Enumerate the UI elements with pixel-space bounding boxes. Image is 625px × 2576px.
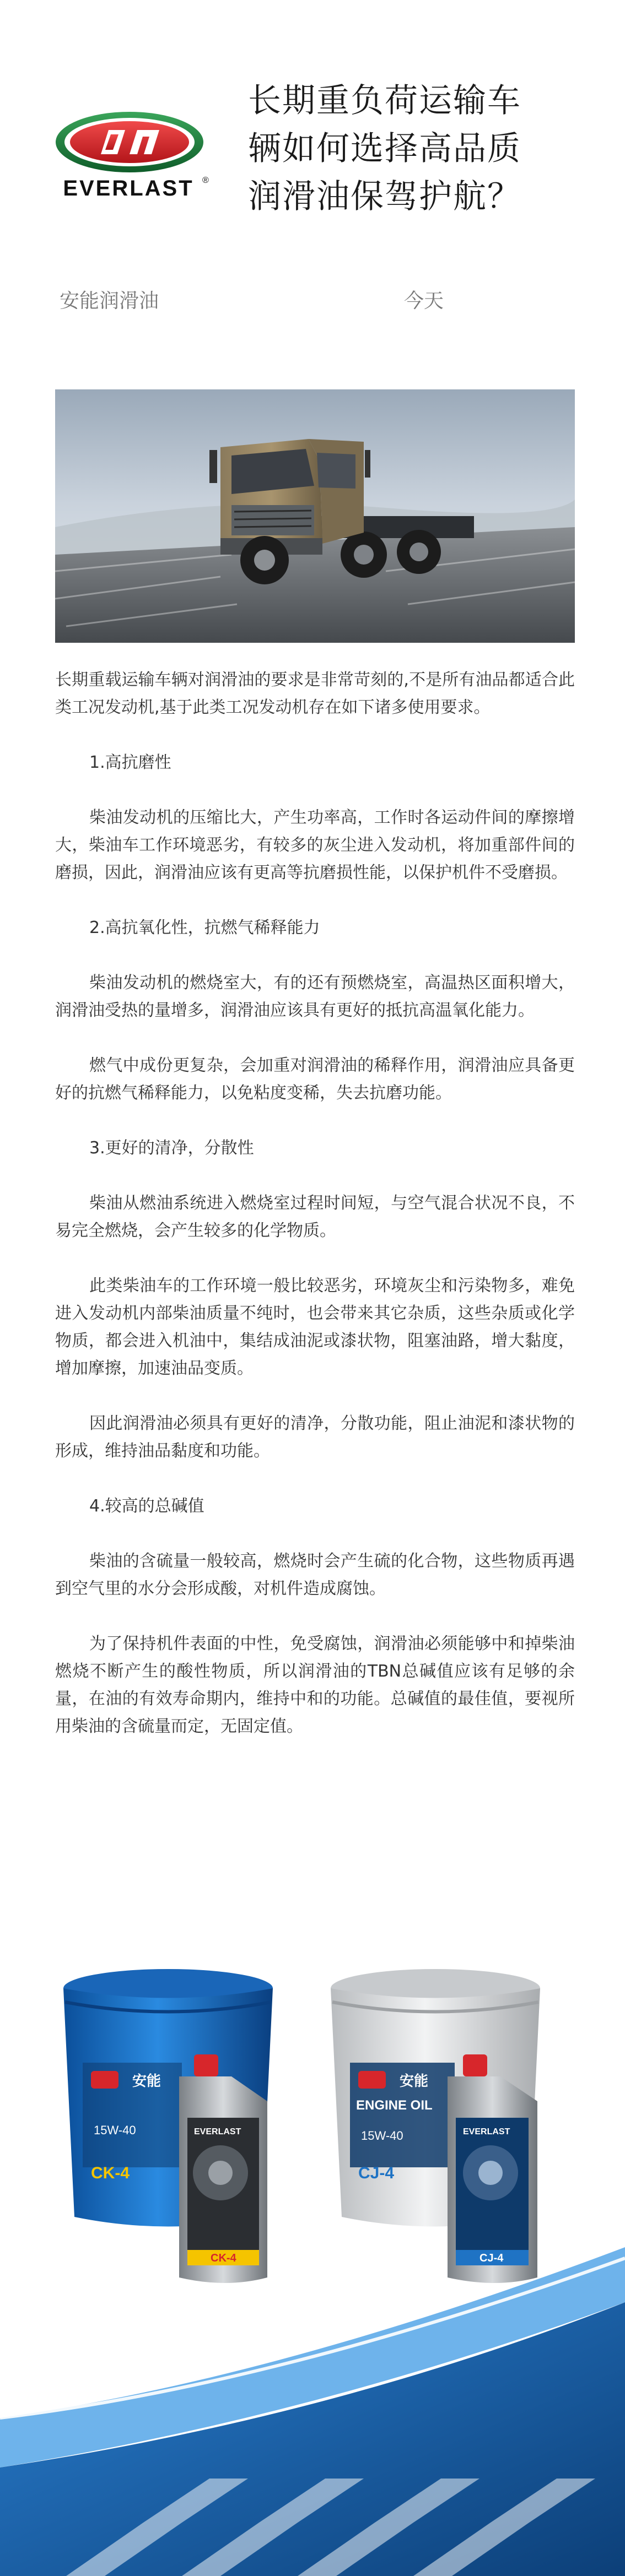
- article-body: [55, 666, 575, 1740]
- truck-hero-image: [55, 389, 575, 643]
- right-pail-viscosity: 15W-40: [361, 2129, 403, 2143]
- section-1-paragraph-1: 柴油发动机的压缩比大，产生功率高，工作时各运动件间的摩擦增大，柴油车工作环境恶劣，有较多的灰尘进入发动机，将加重部件间的磨损，因此，润滑油应该有更高等抗磨损性能，以保护机件不受磨损。: [55, 808, 575, 882]
- section-3-heading: 3.更好的清净，分散性: [89, 1138, 254, 1158]
- brand-name: EVERLAST: [63, 176, 194, 200]
- section-3-paragraph-2: 此类柴油车的工作环境一般比较恶劣，环境灰尘和污染物多，难免进入发动机内部柴油质量不纯时，也会带来其它杂质，这些杂质或化学物质，都会进入机油中，集结成油泥或漆状物，阻塞油路，增大黏度，增加摩擦，加速油品变质。: [55, 1276, 575, 1378]
- everlast-logo: [52, 110, 212, 207]
- section-3-paragraph-3: 因此润滑油必须具有更好的清净，分散功能，阻止油泥和漆状物的形成，维持油品黏度和功能。: [55, 1414, 575, 1461]
- right-bottle-grade: CJ-4: [479, 2252, 504, 2264]
- section-3-paragraph-1: 柴油从燃油系统进入燃烧室过程时间短，与空气混合状况不良，不易完全燃烧，会产生较多的化学物质。: [55, 1194, 575, 1240]
- left-pail-grade: CK-4: [91, 2164, 130, 2182]
- intro-paragraph: 长期重载运输车辆对润滑油的要求是非常苛刻的,不是所有油品都适合此类工况发动机,基于此类工况发动机存在如下诸多使用要求。: [55, 670, 575, 717]
- left-pail-brand: 安能: [132, 2073, 161, 2090]
- registered-mark: ®: [202, 176, 209, 185]
- right-pail-grade: CJ-4: [358, 2164, 395, 2182]
- title-line-2: 辆如何选择高品质: [248, 129, 521, 168]
- section-2-paragraph-1: 柴油发动机的燃烧室大，有的还有预燃烧室，高温热区面积增大，润滑油受热的量增多，润滑油应该具有更好的抵抗高温氧化能力。: [55, 973, 575, 1020]
- right-pail-line: ENGINE OIL: [356, 2098, 433, 2113]
- title-line-1: 长期重负荷运输车: [248, 82, 521, 120]
- section-4-paragraph-1: 柴油的含硫量一般较高，燃烧时会产生硫的化合物，这些物质再遇到空气里的水分会形成酸，对机件造成腐蚀。: [55, 1552, 575, 1598]
- right-pail-brand: 安能: [400, 2073, 429, 2090]
- product-image: [50, 1958, 579, 2300]
- left-bottle-logo: EVERLAST: [194, 2127, 241, 2136]
- publish-date: 今天: [404, 290, 444, 312]
- left-bottle-grade: CK-4: [211, 2252, 236, 2264]
- section-4-heading: 4.较高的总碱值: [89, 1496, 204, 1516]
- section-2-paragraph-2: 燃气中成份更复杂，会加重对润滑油的稀释作用，润滑油应具备更好的抗燃气稀释能力，以免粘度变稀，失去抗磨功能。: [55, 1056, 575, 1103]
- author-name[interactable]: 安能润滑油: [60, 290, 159, 312]
- article-title: [248, 77, 601, 221]
- right-bottle-logo: EVERLAST: [463, 2127, 510, 2136]
- section-2-heading: 2.高抗氧化性，抗燃气稀释能力: [89, 918, 320, 937]
- left-pail-viscosity: 15W-40: [94, 2123, 136, 2137]
- title-line-3: 润滑油保驾护航？: [248, 177, 521, 216]
- section-1-heading: 1.高抗磨性: [89, 753, 171, 772]
- section-4-paragraph-2: 为了保持机件表面的中性，免受腐蚀，润滑油必须能够中和掉柴油燃烧不断产生的酸性物质，所以润滑油的TBN总碱值应该有足够的余量，在油的有效寿命期内，维持中和的功能。总碱值的最佳值，要视所用柴油的含硫量而定，无固定值。: [55, 1634, 575, 1736]
